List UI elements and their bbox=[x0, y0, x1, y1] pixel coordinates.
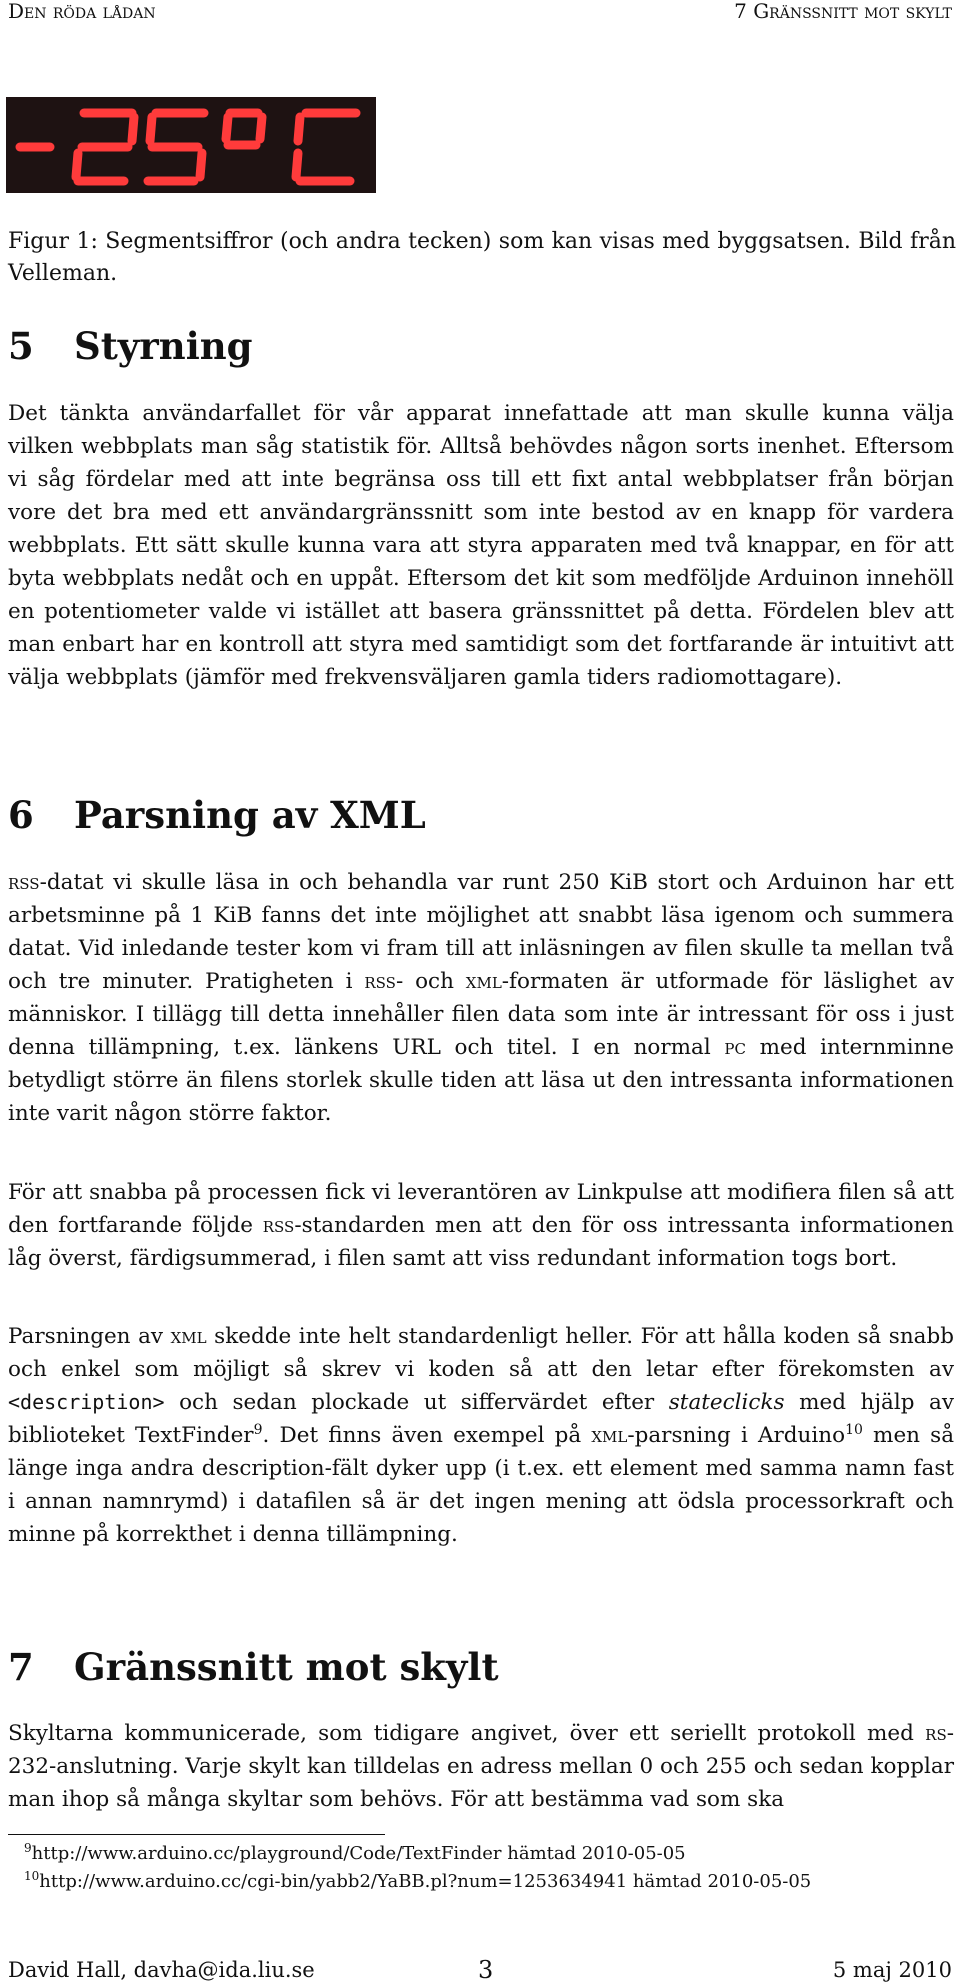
text-run: men så länge inga andra description-fält dyker upp (i t.ex. ett element med samma namn fast i annan namnrymd) i datafilen så är det ingen mening att ödsla processorkraft och minne på korrekthet i denna tillämpning. bbox=[8, 1423, 955, 1547]
text-run: -232-anslutning. Varje skylt kan tilldelas en adress mellan 0 och 255 och sedan kopplar man ihop så många skyltar som behövs. För att bestämma vad som ska bbox=[8, 1721, 954, 1812]
footnote-ref-10[interactable]: 10 bbox=[845, 1421, 863, 1438]
seven-segment-display bbox=[6, 97, 376, 193]
segment-degree bbox=[226, 113, 262, 145]
page-number: 3 bbox=[478, 1956, 494, 1984]
figure-caption: Figur 1: Segmentsiffror (och andra tecken) som kan visas med byggsatsen. Bild från Velleman. bbox=[8, 229, 956, 286]
footer-date: 5 maj 2010 bbox=[832, 1958, 952, 1982]
text-run: med internminne betydligt större än filens storlek skulle tiden att läsa ut den intressanta informationen inte varit någon större faktor. bbox=[8, 1035, 955, 1126]
paragraph-parsning-3 bbox=[8, 1320, 954, 1551]
footnote-10 bbox=[24, 1870, 811, 1894]
text-run: med hjälp av biblioteket TextFinder bbox=[8, 1390, 954, 1448]
paragraph-styrning: Det tänkta användarfallet för vår apparat innefattade att man skulle kunna välja vilken webbplats man såg statistik för. Alltså behövdes någon sorts inenhet. Eftersom vi såg fördelar med att inte begränsa oss till ett fixt antal webbplatser från början vore det bra med ett användargränssnitt som inte bestod av en knapp för vardera webbplats. Ett sätt skulle kunna vara att styra apparaten med två knappar, en för att byta webbplats nedåt och en uppåt. Eftersom det kit som medföljde Arduinon innehöll en potentiometer valde vi istället att basera gränssnittet på detta. Fördelen blev att man enbart har en kontroll att styra med samtidigt som det fortfarande är intuitivt att välja webbplats (jämför med frekvensväljaren gamla tiders radiomottagare). bbox=[8, 401, 954, 690]
text-run: skedde inte helt standardenligt heller. För att hålla koden så snabb och enkel som möjligt så skrev vi koden så att den letar efter förekomsten av bbox=[8, 1324, 955, 1382]
text-run: - och bbox=[395, 969, 466, 994]
section-heading-granssnitt bbox=[8, 1645, 499, 1689]
abbr-xml: xml bbox=[465, 969, 502, 994]
footnote-9 bbox=[24, 1842, 686, 1866]
section-number: 7 bbox=[8, 1645, 34, 1689]
text-run: För att snabba på processen fick vi leverantören av Linkpulse att modifiera filen så att den fortfarande följde bbox=[8, 1180, 954, 1238]
footnote-mark: 9 bbox=[24, 1841, 32, 1855]
abbr-rs: rs bbox=[925, 1721, 947, 1746]
section-heading-parsning bbox=[8, 793, 426, 837]
footer-author: David Hall, davha@ida.liu.se bbox=[8, 1958, 315, 1982]
running-header bbox=[8, 0, 952, 22]
footnote-rule bbox=[8, 1834, 385, 1835]
abbr-rss: rss bbox=[364, 969, 396, 994]
section-title: Parsning av XML bbox=[74, 793, 426, 837]
text-run: -standarden men att den för oss intressanta informationen låg överst, färdigsummerad, i filen samt att viss redundant information togs bort. bbox=[8, 1213, 954, 1271]
header-left: Den röda lådan bbox=[8, 0, 156, 23]
abbr-xml: xml bbox=[591, 1423, 628, 1448]
section-title: Styrning bbox=[74, 324, 253, 368]
paragraph-parsning-2 bbox=[8, 1176, 954, 1275]
abbr-xml: xml bbox=[170, 1324, 207, 1349]
text-run: Parsningen av bbox=[8, 1324, 171, 1349]
section-title: Gränssnitt mot skylt bbox=[74, 1645, 499, 1689]
text-run: och sedan plockade ut siffervärdet efter bbox=[164, 1390, 669, 1415]
segment-digit-2 bbox=[76, 113, 134, 181]
paragraph-parsning-1 bbox=[8, 866, 954, 1130]
footnote-mark: 10 bbox=[24, 1869, 40, 1883]
text-run: -formaten är utformade för läslighet av människor. I tillägg till detta innehåller filen data som inte är intressant för oss i just denna tillämpning, t.ex. länkens URL och titel. I en normal bbox=[8, 969, 954, 1060]
seven-segment-display-photo bbox=[6, 97, 376, 193]
header-right: 7 Gränssnitt mot skylt bbox=[734, 0, 952, 23]
section-number: 5 bbox=[8, 324, 34, 368]
paragraph-granssnitt bbox=[8, 1717, 954, 1816]
abbr-rss: rss bbox=[8, 870, 40, 895]
text-run: -datat vi skulle läsa in och behandla var runt 250 KiB stort och Arduinon har ett arbetsminne på 1 KiB fanns det inte möjlighet att snabbt läsa igenom och summera datat. Vid inledande tester kom vi fram till att inläsningen av filen skulle ta mellan två och tre minuter. Pratigheten i bbox=[8, 870, 954, 994]
text-run: Skyltarna kommunicerade, som tidigare angivet, över ett seriellt protokoll med bbox=[8, 1721, 926, 1746]
segment-digit-5 bbox=[148, 113, 204, 181]
footnote-link[interactable]: http://www.arduino.cc/cgi-bin/yabb2/YaBB.pl?num=1253634941 hämtad 2010-05-05 bbox=[39, 1871, 812, 1892]
footnote-link[interactable]: http://www.arduino.cc/playground/Code/TextFinder hämtad 2010-05-05 bbox=[31, 1843, 686, 1864]
term-stateclicks: stateclicks bbox=[668, 1390, 785, 1415]
text-run: . Det finns även exempel på bbox=[262, 1423, 592, 1448]
section-heading-styrning bbox=[8, 324, 253, 368]
text-run: -parsning i Arduino bbox=[627, 1423, 846, 1448]
abbr-rss: rss bbox=[262, 1213, 295, 1238]
section-number: 6 bbox=[8, 793, 34, 837]
code-description-tag: <description> bbox=[8, 1390, 165, 1414]
footnote-ref-9[interactable]: 9 bbox=[253, 1421, 263, 1438]
segment-letter-c bbox=[296, 113, 356, 181]
abbr-pc: pc bbox=[724, 1035, 746, 1060]
